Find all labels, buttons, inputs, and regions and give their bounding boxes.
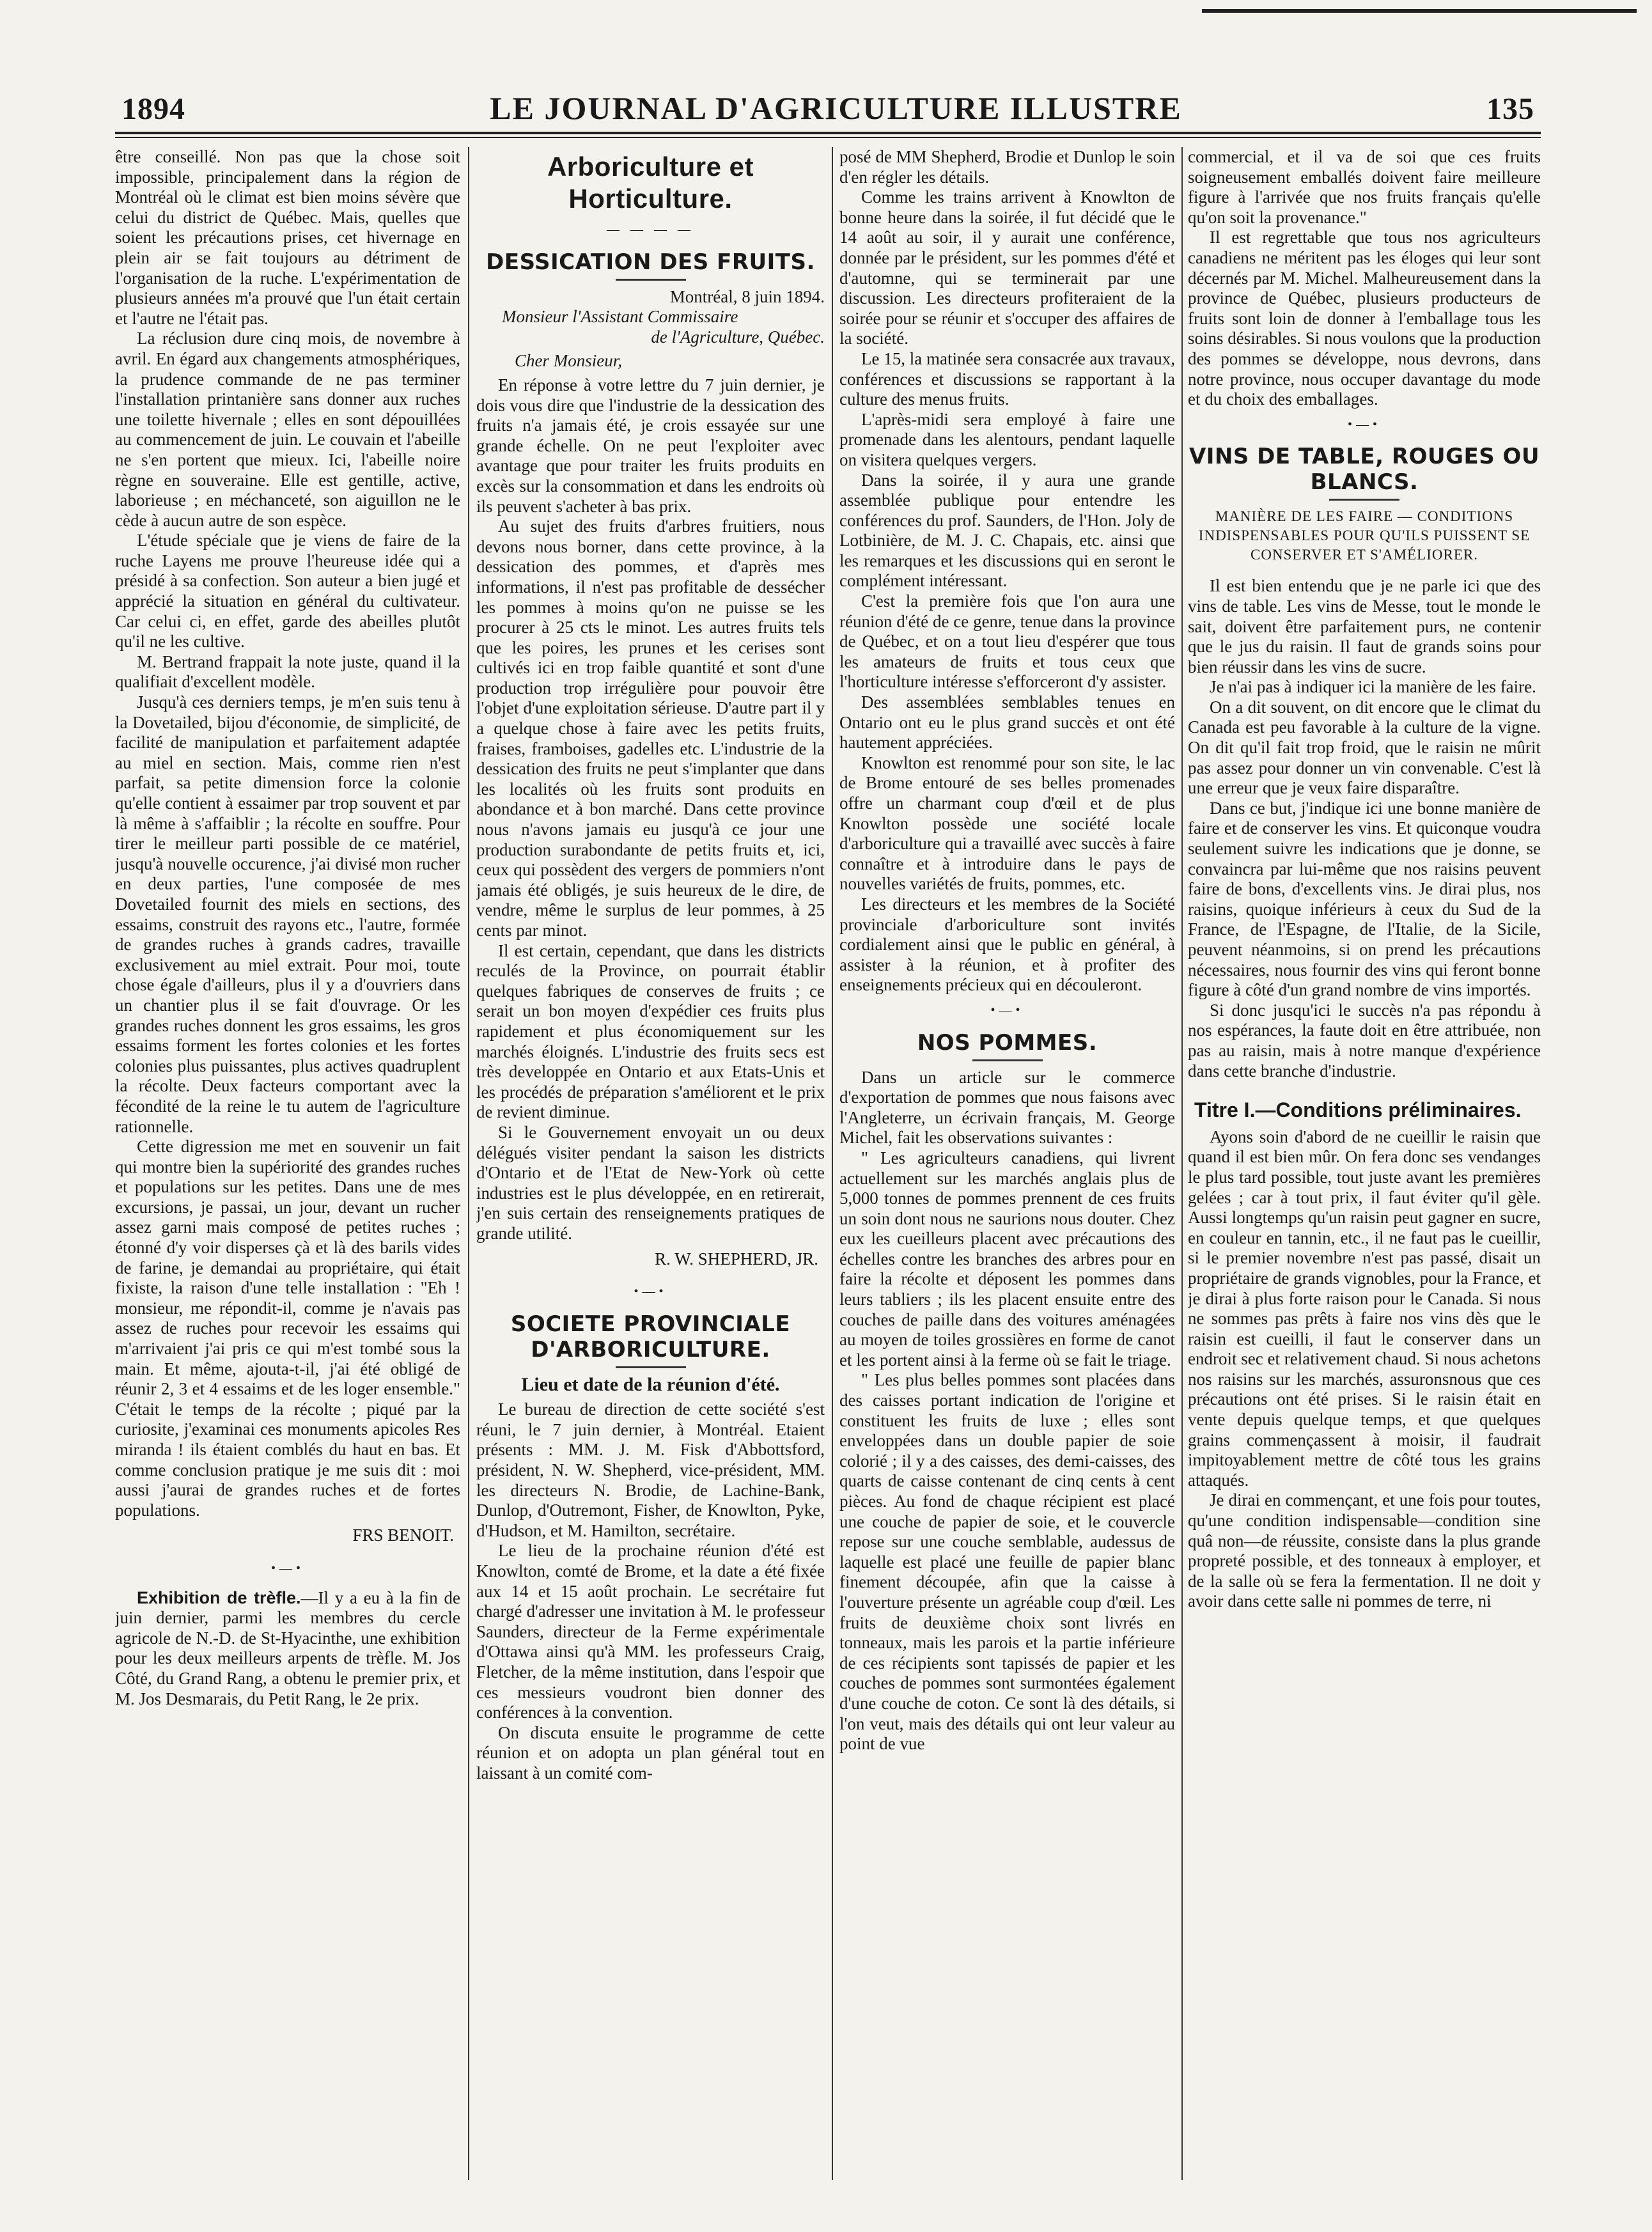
paragraph: Des assemblées semblables tenues en Ontario ont eu le plus grand succès et ont été hautement appréciées. [839, 692, 1175, 753]
separator-ornament: •—• [990, 1003, 1024, 1017]
masthead-rule-thin [115, 137, 1541, 138]
address-line: Monsieur l'Assistant Commissaire [502, 307, 738, 327]
paragraph: L'étude spéciale que je viens de faire de la ruche Layens me prouve l'heureuse idée qui a présidé à sa confection. Son auteur a bien jugé et apprécié la situation en général du cultivateur. Car celui ci, en effet, garde des abeilles plutôt qu'il ne les cultive. [115, 531, 460, 652]
short-rule [1329, 499, 1399, 501]
short-rule [616, 1366, 686, 1368]
masthead [121, 90, 1534, 125]
paragraph: On a dit souvent, on dit encore que le climat du Canada est peu favorable à la culture de la vigne. On dit qu'il fait trop froid, que le raisin ne mûrit pas assez pour donner un vin convenable. C'est là une erreur que je veux faire disparaître. [1188, 697, 1541, 798]
paragraph: Le bureau de direction de cette société s'est réuni, le 7 juin dernier, à Montréal. Etaient présents : MM. J. M. Fisk d'Abbottsford, président, N. W. Shepherd, vice-président, MM. les directeurs N. Brodie, de Lachine-Bank, Dunlop, d'Outremont, Fisher, de Knowlton, Pyke, d'Hudson, et M. Hamilton, secrétaire. [476, 1400, 825, 1540]
separator-ornament: — — — — [607, 222, 694, 237]
paragraph: Le 15, la matinée sera consacrée aux travaux, conférences et discussions se rapportant à la culture des menus fruits. [839, 348, 1175, 409]
paragraph: Jusqu'à ces derniers temps, je m'en suis tenu à la Dovetailed, bijou d'économie, de simplicité, de facilité de manipulation et parfaitement adaptée au miel en section. Mais, comme rien n'est parfait, sa petite dimension force la colonie qu'elle contient à essaimer par trop souvent et par là même à s'affaiblir ; la récolte en souffre. Pour tirer le meilleur parti possible de ce matériel, jusqu'à nouvelle occurence, j'ai divisé mon rucher en deux parties, l'une composée de mes Dovetailed fournit des miels en sections, des essaims, construit des rayons etc., l'autre, formée de grandes ruches à grands cadres, travaille exclusivement au miel extrait. Pour moi, toute chose égale d'ailleurs, plus il y a d'ouvriers dans un chantier plus il se fait d'ouvrage. Or les grandes ruches donnent les gros essaims, les gros essaims forment les fortes colonies et les fortes colonies plus puissantes, plus actives quadruplent la récolte. Deux facteurs comportant avec la fécondité de la reine le tu autem de l'agriculture rationnelle. [115, 692, 460, 1136]
column-2 [476, 147, 825, 2180]
section-subtitle: Titre I.—Conditions préliminaires. [1194, 1098, 1522, 1122]
separator-ornament: •—• [1347, 417, 1381, 432]
article-subheadline: MANIÈRE DE LES FAIRE — CONDITIONS INDISPENSABLES POUR QU'ILS PUISSENT SE CONSERVER ET S'AMÉLIORER. [1198, 508, 1531, 563]
year: 1894 [121, 92, 185, 126]
paragraph: Comme les trains arrivent à Knowlton de bonne heure dans la soirée, il fut décidé que le 14 août au soir, il y aurait une conférence, donnée par le président, sur les pommes d'été et d'automne, qui se terminerait par une discussion. Les directeurs profiteraient de la soirée pour se réunir et s'occuper des affaires de la société. [839, 187, 1175, 348]
short-rule [616, 279, 686, 281]
paragraph: Je dirai en commençant, et une fois pour toutes, qu'une condition indispensable—condition sine quâ non—de réussite, consiste dans la plus grande propreté possible, et des tonneaux à employer, et de la salle où se fera la fermentation. Il ne doit y avoir dans cette salle ni pommes de terre, ni [1188, 1490, 1541, 1611]
paragraph: Les directeurs et les membres de la Société provinciale d'arboriculture sont invités cordialement ainsi que le public en général, à assister à la réunion, et à profiter des enseignements précieux qui en découleront. [839, 894, 1175, 995]
dateline: Montréal, 8 juin 1894. [669, 286, 825, 306]
paragraph: Il est certain, cependant, que dans les districts reculés de la Province, on pourrait établir quelques fabriques de conserves de fruits ; ce serait un bon moyen d'expédier ces fruits plus rapidement et plus économiquement sur les marchés éloignés. L'industrie des fruits secs est très developpée en Ontario et aux Etats-Unis et les procédés de préparation s'améliorent et le prix de revient diminue. [476, 940, 825, 1122]
column-1 [115, 147, 460, 2180]
paragraph: M. Bertrand frappait la note juste, quand il la qualifiait d'excellent modèle. [115, 652, 460, 692]
column-divider [832, 147, 833, 2180]
column-divider [468, 147, 469, 2180]
article-headline: SOCIETE PROVINCIALE D'ARBORICULTURE. [510, 1311, 791, 1362]
paragraph: Le lieu de la prochaine réunion d'été est Knowlton, comté de Brome, et la date a été fixée aux 14 et 15 août prochain. Le secrétaire fut chargé d'adresser une invitation à M. le professeur Saunders, directeur de la Ferme expérimentale d'Ottawa ainsi qu'à MM. les professeurs Craig, Fletcher, de la même institution, dans l'espoir que ces messieurs voudront bien donner des conférences à la convention. [476, 1541, 825, 1722]
paragraph [115, 1588, 460, 1710]
article-subheadline: Lieu et date de la réunion d'été. [521, 1373, 780, 1395]
paragraph: être conseillé. Non pas que la chose soit impossible, principalement dans la région de Montréal où le climat est bien moins sévère que celui du district de Québec. Mais, quelles que soient les précautions prises, cet hivernage en plein air se fait toujours au détriment de l'organisation de la ruche. L'expérimentation de plusieurs années m'a prouvé que l'un était certain et l'autre ne l'était pas. [115, 147, 460, 328]
paragraph: Ayons soin d'abord de ne cueillir le raisin que quand il est bien mûr. On fera donc ses vendanges le plus tard possible, tout juste avant les premières gelées ; car à tout prix, il faut éviter qu'il gèle. Aussi longtemps qu'un raisin peut gagner en sucre, en couleur en tannin, etc., il ne faut pas le cueillir, si le premier novembre n'est pas passé, disait un propriétaire de grands vignobles, pour la France, et je dirai à plus forte raison pour le Canada. Si nous ne sommes pas prêts à faire nos vins dès que le raisin est cueilli, il faut le conserver dans un endroit sec et relativement chaud. Si nous achetons nos raisins sur les marchés, assuronsnous que ces précautions ont été prises. Si le raisin était en vente depuis quelque temps, et que quelques grains commençassent à moisir, il faudrait impitoyablement mettre de côté tous les grains attaqués. [1188, 1127, 1541, 1490]
paragraph: " Les plus belles pommes sont placées dans des caisses portant indication de l'origine et constituent les fruits de luxe ; elles sont enveloppées dans un double papier de soie colorié ; il y a des caisses, des demi-caisses, des quarts de caisse contenant de cinq cents à cent pièces. Au fond de chaque récipient est placé une couche de papier de soie, et le couvercle repose sur une couche semblable, audessus de laquelle est placé une feuille de papier blanc finement découpée, afin que la caisse à l'ouverture présente un agréable coup d'œil. Les fruits de deuxième choix sont livrés en tonneaux, mais les parois et la partie inférieure de ces récipients sont tapissés de papier et les couches de pommes sont surmontées également d'une couche de coton. Ce sont là des détails, si l'on veut, mais des détails qui ont leur valeur au point de vue [839, 1370, 1175, 1754]
paragraph: commercial, et il va de soi que ces fruits soigneusement emballés doivent faire meilleure figure à l'arrivée que nos fruits français qu'elle qu'on soit la provenance." [1188, 147, 1541, 227]
paragraph: " Les agriculteurs canadiens, qui livrent actuellement sur les marchés anglais plus de 5,000 tonnes de pommes prennent de ces fruits un soin dont nous ne saurions nous douter. Chez eux les cueilleurs placent avec précautions des échelles contre les branches des arbres pour en faire la récolte et déposent les pommes dans leurs tabliers ; ils les placent ensuite entre des couches de paille dans des voitures aménagées au moyen de toiles grossières en forme de canot et les portent ainsi à la ferme où se fait le triage. [839, 1148, 1175, 1370]
top-edge-rule [1202, 9, 1637, 13]
paragraph: Cette digression me met en souvenir un fait qui montre bien la supériorité des grandes ruches et populations sur les petites. Dans une de mes excursions, je passai, un jour, devant un rucher assez garni mais composé de petites ruches ; étonné d'y voir disperses çà et là des barils vides de farine, je demandai au propriétaire, qui était fixiste, la raison d'une telle installation : "Eh ! monsieur, me répondit-il, comme je n'avais pas assez de ruches pour recevoir les essaims qui m'arrivaient j'ai pris ce qui m'est tombé sous la main. Et même, ajouta-t-il, j'ai été obligé de réunir 2, 3 et 4 essaims et de les loger ensemble." C'était le temps de la récolte ; piqué par la curiosite, j'examinai ces monuments apicoles Res miranda ! ils étaient comblés du haut en bas. Et comme conclusion pratique je me suis dit : moi aussi j'aurai de grandes ruches et de fortes populations. [115, 1137, 460, 1520]
paragraph: Dans ce but, j'indique ici une bonne manière de faire et de conserver les vins. Et quiconque voudra seulement suivre les indications que je donne, se convaincra par lui-même que nos raisins peuvent faire de bons, d'excellents vins. Je dirai plus, nos raisins, quoique inférieurs à ceux du Sud de la France, de l'Espagne, de l'Italie, de la Sicile, peuvent néanmoins, si on prend les précautions nécessaires, nous fournir des vins qui feront bonne figure à côté d'un grand nombre de vins importés. [1188, 798, 1541, 1000]
run-in-heading: Exhibition de trèfle. [137, 1588, 301, 1607]
paragraph: Au sujet des fruits d'arbres fruitiers, nous devons nous borner, dans cette province, à la dessication des pommes, et d'après mes informations, il n'est pas profitable de dessécher les pommes à moins qu'on ne puisse se les procurer à 25 cts le minot. Les autres fruits tels que les poires, les prunes et les cerises sont cultivés ici en trop faible quantité et sont d'une production trop irrégulière pour pouvoir être l'objet d'une exploitation sérieuse. D'autre part il y a quelque chose à faire avec les petits fruits, fraises, framboises, gadelles etc. L'industrie de la dessication des fruits ne peut s'implanter que dans les localités où les fruits sont produits en abondance et à bon marché. Dans cette province nous n'avons jamais eu jusqu'à ce jour une production surabondante de petits fruits et, ici, ceux qui possèdent des vergers de pommiers n'ont jamais été obligés, je suis heureux de le dire, de vendre, même le surplus de leur pommes, à 25 cents par minot. [476, 517, 825, 940]
address-line: de l'Agriculture, Québec. [651, 327, 825, 347]
paragraph: En réponse à votre lettre du 7 juin dernier, je dois vous dire que l'industrie de la dessication des fruits n'a jamais été, je crois essayée sur une grande échelle. On ne peut l'exploiter avec avantage que pour traiter les fruits produits en excès sur la consommation et dans les endroits où ils peuvent s'acheter à bas prix. [476, 375, 825, 516]
masthead-rule [115, 132, 1541, 134]
paragraph: Dans la soirée, il y aura une grande assemblée publique pour entendre les conférences du prof. Saunders, de l'Hon. Joly de Lotbinière, de M. J. C. Chapais, etc. ainsi que les remarques et les discussions qui en seront le complément intéressant. [839, 470, 1175, 591]
paragraph: Si donc jusqu'ici le succès n'a pas répondu à nos espérances, la faute doit en être attribuée, non pas au raisin, mais à notre manque d'expérience dans cette branche d'industrie. [1188, 1000, 1541, 1081]
paragraph: posé de MM Shepherd, Brodie et Dunlop le soin d'en régler les détails. [839, 147, 1175, 187]
paragraph: On discuta ensuite le programme de cette réunion et on adopta un plan général tout en laissant à un comité com- [476, 1722, 825, 1783]
signature: FRS BENOIT. [352, 1526, 454, 1545]
journal-title: LE JOURNAL D'AGRICULTURE ILLUSTRE [490, 90, 1182, 126]
salutation: Cher Monsieur, [515, 351, 622, 371]
paragraph: Si le Gouvernement envoyait un ou deux délégués visiter pendant la saison les districts d'Ontario et de l'Etat de New-York où cette industries est le plus développée, en en retirerait, j'en suis certain des renseignements pratiques de grande utilité. [476, 1122, 825, 1243]
paragraph: Il est bien entendu que je ne parle ici que des vins de table. Les vins de Messe, tout le monde le sait, doivent être parfaitement purs, ne contenir que le jus du raisin. Il faut de grands soins pour bien réussir dans les vins de sucre. [1188, 576, 1541, 676]
article-headline: VINS DE TABLE, ROUGES OU BLANCS. [1188, 444, 1540, 496]
column-divider [1181, 147, 1183, 2180]
paragraph: L'après-midi sera employé à faire une promenade dans les alentours, pendant laquelle on visitera quelques vergers. [839, 409, 1175, 469]
short-rule [972, 1059, 1043, 1061]
article-headline: NOS POMMES. [917, 1029, 1098, 1056]
paragraph: La réclusion dure cinq mois, de novembre à avril. En égard aux changements atmosphériques, la prudence commande de ne pas terminer l'installation printanière sans donner aux ruches une toilette hivernale ; elles en sont dépouillées au commencement de juin. Le couvain et l'abeille ne s'en portent que mieux. Ici, l'abeille noire règne en souveraine. Elle est gentille, active, laborieuse ; en méchanceté, son aiguillon ne le cède à aucun autre de son espèce. [115, 329, 460, 530]
paragraph-text: —Il y a eu à la fin de juin dernier, parmi les membres du cercle agricole de N.-D. de St-Hyacinthe, une exhibition pour les deux meilleurs arpents de trèfle. M. Jos Côté, du Grand Rang, a obtenu le premier prix, et M. Jos Desmarais, du Petit Rang, le 2e prix. [115, 1588, 460, 1708]
article-headline: DESSICATION DES FRUITS. [486, 249, 815, 275]
paragraph: Dans un article sur le commerce d'exportation de pommes que nous faisons avec l'Angleterre, un écrivain français, M. George Michel, fait les observations suivantes : [839, 1067, 1175, 1148]
page-number: 135 [1486, 92, 1534, 126]
paragraph: Knowlton est renommé pour son site, le lac de Brome entouré de ses belles promenades offre un charmant coup d'œil et de plus Knowlton possède une société locale d'arboriculture qui a travaillé avec succès à faire connaître et à introduire dans le pays de nouvelles variétés de fruits, pommes, etc. [839, 753, 1175, 894]
paragraph: Il est regrettable que tous nos agriculteurs canadiens ne méritent pas les éloges qui leur sont décernés par M. Michel. Malheureusement dans la province de Québec, plusieurs producteurs de fruits sont loin de donner à l'emballage tous les soins désirables. Si nous voulons que la production des pommes se développe, nous devrons, dans notre province, nous occuper davantage du mode et du choix des emballages. [1188, 228, 1541, 409]
separator-ornament: •—• [634, 1284, 667, 1299]
separator-ornament: •—• [270, 1561, 304, 1575]
paragraph: Je n'ai pas à indiquer ici la manière de les faire. [1210, 677, 1536, 697]
section-title: Arboriculture et Horticulture. [547, 152, 754, 214]
signature: R. W. SHEPHERD, JR. [655, 1249, 818, 1268]
column-3 [839, 147, 1175, 2180]
paragraph: C'est la première fois que l'on aura une réunion d'été de ce genre, tenue dans la province de Québec, et on a tout lieu d'espérer que tous les amateurs de fruits et tous ceux que l'horticulture intéresse s'efforceront d'y assister. [839, 591, 1175, 692]
column-4 [1188, 147, 1541, 2180]
